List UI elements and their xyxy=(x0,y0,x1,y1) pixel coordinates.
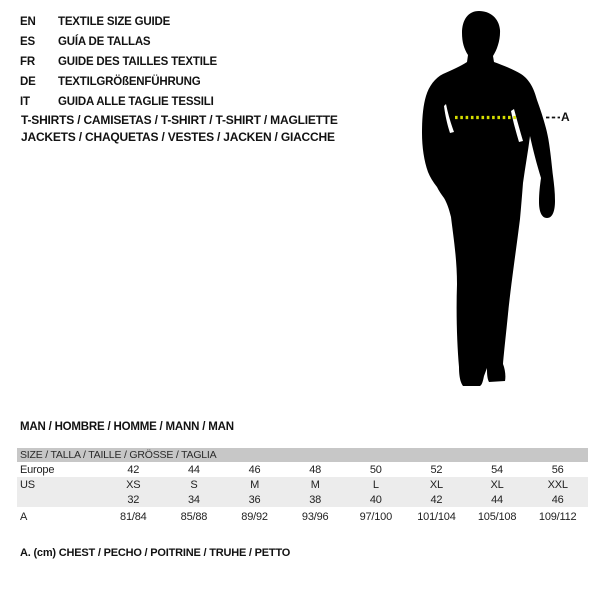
man-figure xyxy=(395,0,600,400)
measure-label-a: A xyxy=(561,110,570,124)
table-cell: 97/100 xyxy=(359,510,393,523)
table-cell: 44 xyxy=(188,463,200,476)
row-label: Europe xyxy=(20,463,55,476)
lang-label: TEXTILE SIZE GUIDE xyxy=(58,16,171,28)
table-cell: S xyxy=(190,478,198,491)
table-cell: 89/92 xyxy=(241,510,268,523)
legend-row-de xyxy=(20,72,217,92)
section-title-man: MAN / HOMBRE / HOMME / MANN / MAN xyxy=(20,421,234,433)
table-row-europe xyxy=(17,462,588,477)
table-cell: 105/108 xyxy=(477,510,517,523)
table-stripe-band xyxy=(17,477,588,507)
table-cell: XL xyxy=(429,478,443,491)
table-cell: XL xyxy=(490,478,504,491)
table-cell: 44 xyxy=(491,493,503,506)
lang-code: EN xyxy=(20,16,36,28)
table-cell: M xyxy=(250,478,260,491)
table-cell: 56 xyxy=(551,463,564,476)
table-cell: 101/104 xyxy=(417,510,456,523)
table-cell: 48 xyxy=(309,463,322,476)
table-cell: 109/112 xyxy=(538,510,577,523)
table-cell: 46 xyxy=(248,463,261,476)
category-list xyxy=(21,112,338,145)
table-cell: 42 xyxy=(127,463,140,476)
table-row-chest-a xyxy=(17,507,588,526)
man-silhouette xyxy=(395,0,600,400)
man-silhouette-shape xyxy=(422,11,555,386)
table-cell: 93/96 xyxy=(301,510,329,523)
lang-code: ES xyxy=(20,36,35,48)
category-jackets: JACKETS / CHAQUETAS / VESTES / JACKEN / GIACCHE xyxy=(21,129,335,144)
lang-code: IT xyxy=(20,96,30,108)
row-label: US xyxy=(20,478,35,491)
lang-label: GUIDE DES TAILLES TEXTILE xyxy=(58,56,217,68)
lang-label: GUÍA DE TALLAS xyxy=(58,36,151,48)
table-cell: 34 xyxy=(188,493,200,506)
table-row-us xyxy=(17,477,588,492)
row-label: A xyxy=(20,510,28,523)
size-table-header: SIZE / TALLA / TAILLE / GRÖSSE / TAGLIA xyxy=(17,448,588,462)
table-cell: XS xyxy=(126,478,141,491)
legend-row-it xyxy=(20,92,217,112)
table-cell: 50 xyxy=(369,463,382,476)
table-cell: 46 xyxy=(551,493,564,506)
table-cell: XXL xyxy=(547,478,568,491)
table-cell: 81/84 xyxy=(120,510,147,523)
table-cell: 54 xyxy=(491,463,503,476)
lang-code: DE xyxy=(20,76,36,88)
table-cell: 42 xyxy=(430,493,443,506)
measurement-footnote: A. (cm) CHEST / PECHO / POITRINE / TRUHE / PETTO xyxy=(20,547,291,559)
table-cell: 40 xyxy=(369,493,382,506)
table-cell: M xyxy=(310,478,320,491)
table-cell: 85/88 xyxy=(180,510,208,523)
lang-code: FR xyxy=(20,56,35,68)
table-cell: L xyxy=(372,478,379,491)
table-cell: 38 xyxy=(309,493,322,506)
table-cell: 52 xyxy=(430,463,443,476)
language-legend xyxy=(20,12,217,112)
table-cell: 36 xyxy=(248,493,261,506)
table-row-us-numeric xyxy=(17,492,588,507)
category-tshirts: T-SHIRTS / CAMISETAS / T-SHIRT / T-SHIRT / MAGLIETTE xyxy=(21,113,338,127)
size-table xyxy=(17,448,588,526)
legend-row-fr xyxy=(20,52,217,72)
lang-label: TEXTILGRÖßENFÜHRUNG xyxy=(58,76,201,88)
lang-label: GUIDA ALLE TAGLIE TESSILI xyxy=(58,96,214,108)
legend-row-en xyxy=(20,12,217,32)
table-cell: 32 xyxy=(127,493,140,506)
legend-row-es xyxy=(20,32,217,52)
